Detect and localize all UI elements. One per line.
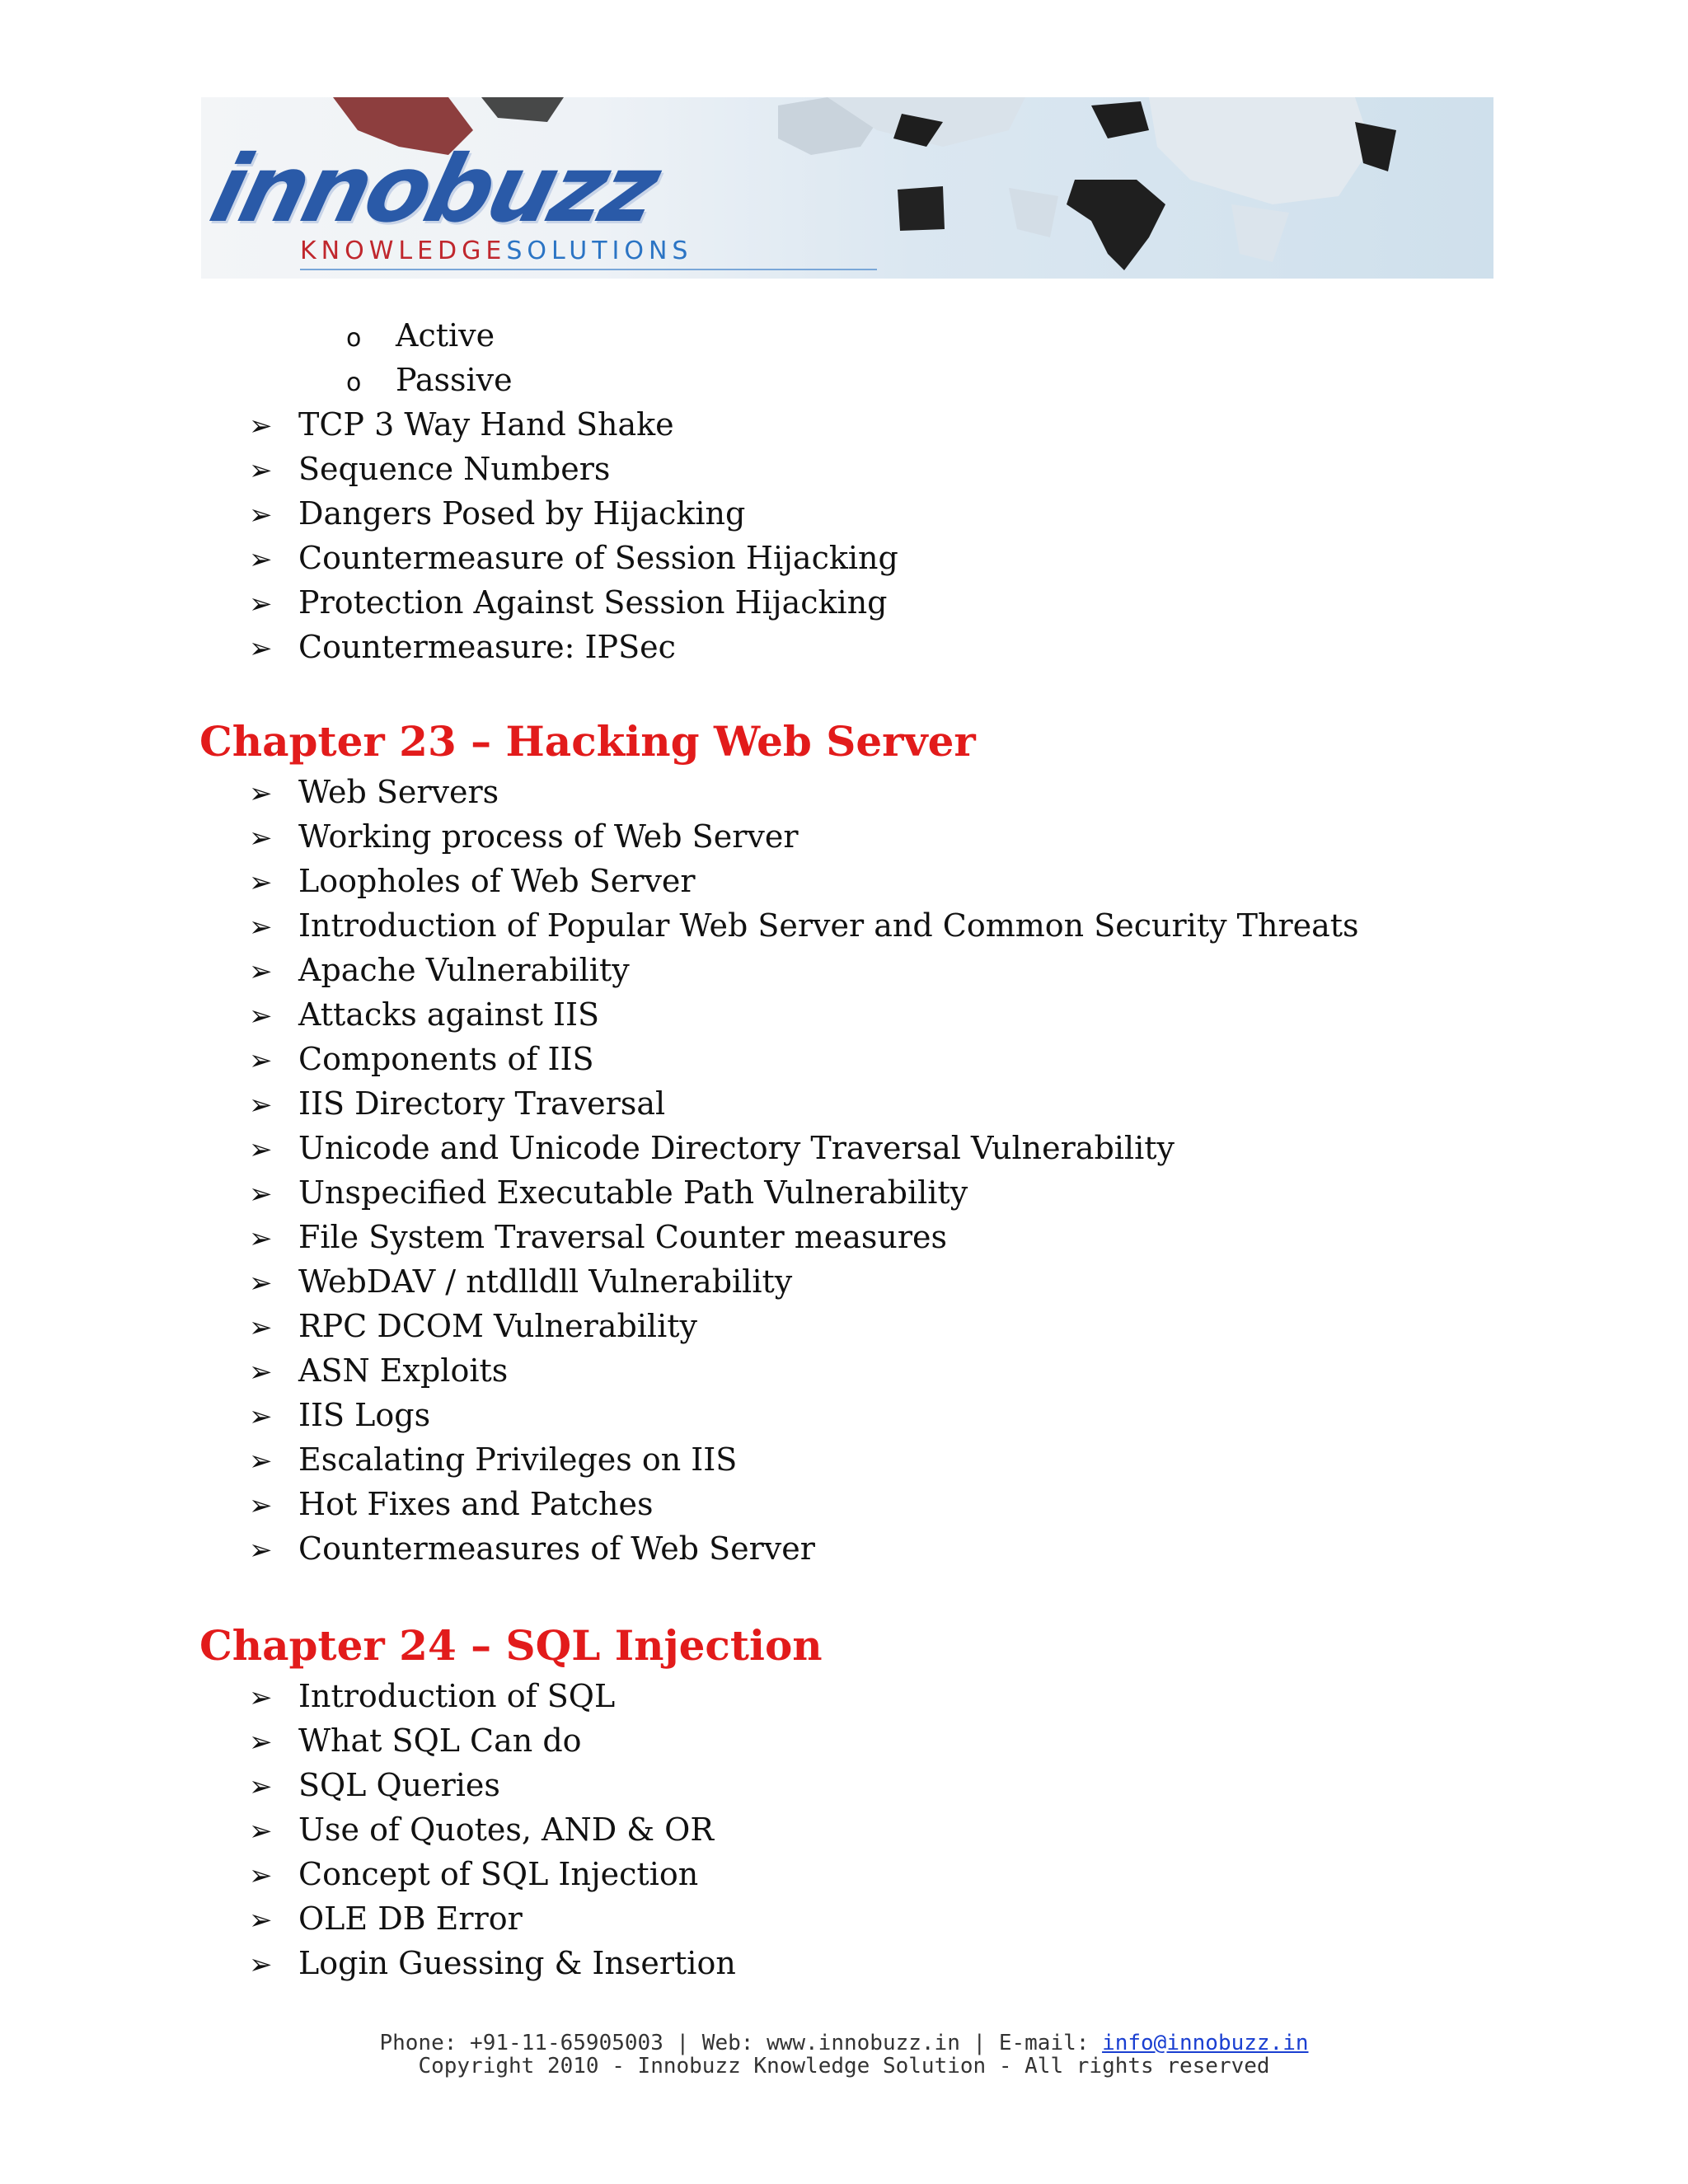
sub-list-item <box>346 313 495 361</box>
footer-contact <box>0 2032 1688 2055</box>
arrow-bullet-icon: ➢ <box>249 1948 273 1981</box>
list-item-label: Hot Fixes and Patches <box>298 1486 654 1522</box>
header-banner <box>201 97 1493 279</box>
list-item-label: IIS Directory Traversal <box>298 1085 666 1122</box>
company-logo: innobuzz <box>201 136 668 243</box>
list-item-label: What SQL Can do <box>298 1722 582 1759</box>
list-item <box>249 625 676 671</box>
list-item-label: RPC DCOM Vulnerability <box>298 1308 697 1344</box>
arrow-bullet-icon: ➢ <box>249 1400 273 1433</box>
list-item-label: Sequence Numbers <box>298 451 611 487</box>
list-item <box>249 992 599 1038</box>
list-item <box>249 1482 653 1528</box>
arrow-bullet-icon: ➢ <box>249 1681 273 1714</box>
arrow-bullet-icon: ➢ <box>249 1044 273 1077</box>
list-item-label: ASN Exploits <box>298 1352 509 1389</box>
list-item-label: WebDAV / ntdlldll Vulnerability <box>298 1263 793 1300</box>
list-item <box>249 1348 508 1394</box>
arrow-bullet-icon: ➢ <box>249 1356 273 1389</box>
arrow-bullet-icon: ➢ <box>249 454 273 487</box>
list-item-label: Login Guessing & Insertion <box>298 1945 736 1981</box>
footer-contact-text: Phone: +91-11-65905003 | Web: www.innobuzz.in | E-mail: <box>379 2031 1103 2055</box>
arrow-bullet-icon: ➢ <box>249 1089 273 1122</box>
list-item-label: Working process of Web Server <box>298 818 799 855</box>
list-item-label: Dangers Posed by Hijacking <box>298 495 746 532</box>
list-item <box>249 1215 947 1261</box>
list-item <box>249 903 1359 949</box>
arrow-bullet-icon: ➢ <box>249 499 273 532</box>
arrow-bullet-icon: ➢ <box>249 1904 273 1937</box>
arrow-bullet-icon: ➢ <box>249 1726 273 1759</box>
chapter-heading: Chapter 24 – SQL Injection <box>199 1621 823 1670</box>
list-item-label: Introduction of Popular Web Server and Common Security Threats <box>298 907 1359 944</box>
footer-copyright: Copyright 2010 - Innobuzz Knowledge Solution - All rights reserved <box>418 2054 1270 2079</box>
list-item <box>249 1170 968 1216</box>
arrow-bullet-icon: ➢ <box>249 1489 273 1522</box>
list-item-label: Countermeasure of Session Hijacking <box>298 540 898 576</box>
list-item <box>249 536 898 582</box>
list-item-label: Countermeasure: IPSec <box>298 629 676 665</box>
list-item <box>249 1941 736 1987</box>
tagline-solutions: SOLUTIONS <box>506 237 693 265</box>
arrow-bullet-icon: ➢ <box>249 1311 273 1344</box>
list-item-label: TCP 3 Way Hand Shake <box>298 406 674 443</box>
list-item <box>249 859 696 905</box>
sub-list-item <box>346 358 513 405</box>
arrow-bullet-icon: ➢ <box>249 822 273 855</box>
list-item-label: Attacks against IIS <box>298 996 600 1033</box>
circle-bullet-icon: o <box>346 368 362 397</box>
list-item-label: Introduction of SQL <box>298 1678 616 1714</box>
arrow-bullet-icon: ➢ <box>249 410 273 443</box>
list-item <box>249 447 610 493</box>
chapter-heading: Chapter 23 – Hacking Web Server <box>199 717 976 766</box>
list-item <box>249 1037 594 1083</box>
list-item-label: Protection Against Session Hijacking <box>298 584 888 621</box>
list-item-label: Web Servers <box>298 774 499 810</box>
list-item <box>249 1807 714 1854</box>
company-tagline <box>300 239 692 264</box>
list-item-label: Active <box>396 317 495 354</box>
tagline-underline <box>300 269 877 270</box>
list-item <box>249 770 499 816</box>
arrow-bullet-icon: ➢ <box>249 1815 273 1848</box>
circle-bullet-icon: o <box>346 324 362 353</box>
arrow-bullet-icon: ➢ <box>249 955 273 988</box>
list-item-label: Escalating Privileges on IIS <box>298 1441 738 1478</box>
list-item-label: Countermeasures of Web Server <box>298 1530 815 1567</box>
list-item <box>249 402 674 448</box>
list-item <box>249 580 888 626</box>
list-item-label: Unicode and Unicode Directory Traversal Vulnerability <box>298 1130 1175 1166</box>
arrow-bullet-icon: ➢ <box>249 1000 273 1033</box>
list-item <box>249 1852 698 1898</box>
arrow-bullet-icon: ➢ <box>249 866 273 899</box>
list-item <box>249 814 798 860</box>
list-item-label: OLE DB Error <box>298 1900 523 1937</box>
list-item <box>249 1896 523 1943</box>
list-item-label: File System Traversal Counter measures <box>298 1219 947 1255</box>
arrow-bullet-icon: ➢ <box>249 1178 273 1211</box>
list-item <box>249 1718 582 1765</box>
list-item <box>249 1526 815 1572</box>
list-item-label: Use of Quotes, AND & OR <box>298 1811 714 1848</box>
list-item-label: Passive <box>396 362 513 398</box>
list-item <box>249 1763 500 1809</box>
list-item <box>249 1126 1175 1172</box>
list-item <box>249 1304 697 1350</box>
arrow-bullet-icon: ➢ <box>249 911 273 944</box>
arrow-bullet-icon: ➢ <box>249 777 273 810</box>
footer-email-link[interactable]: info@innobuzz.in <box>1102 2031 1309 2055</box>
list-item <box>249 1674 615 1720</box>
tagline-knowledge: KNOWLEDGE <box>300 237 507 265</box>
list-item-label: SQL Queries <box>298 1767 500 1803</box>
arrow-bullet-icon: ➢ <box>249 543 273 576</box>
list-item <box>249 491 745 537</box>
arrow-bullet-icon: ➢ <box>249 1770 273 1803</box>
list-item <box>249 1437 737 1483</box>
list-item <box>249 1393 430 1439</box>
list-item-label: Unspecified Executable Path Vulnerability <box>298 1174 968 1211</box>
arrow-bullet-icon: ➢ <box>249 1133 273 1166</box>
list-item <box>249 948 630 994</box>
arrow-bullet-icon: ➢ <box>249 1859 273 1892</box>
arrow-bullet-icon: ➢ <box>249 1445 273 1478</box>
list-item-label: Components of IIS <box>298 1041 594 1077</box>
arrow-bullet-icon: ➢ <box>249 1222 273 1255</box>
arrow-bullet-icon: ➢ <box>249 1267 273 1300</box>
list-item-label: Loopholes of Web Server <box>298 863 696 899</box>
arrow-bullet-icon: ➢ <box>249 588 273 621</box>
list-item-label: IIS Logs <box>298 1397 431 1433</box>
list-item <box>249 1081 665 1127</box>
arrow-bullet-icon: ➢ <box>249 1534 273 1567</box>
list-item-label: Concept of SQL Injection <box>298 1856 699 1892</box>
list-item <box>249 1259 792 1305</box>
arrow-bullet-icon: ➢ <box>249 632 273 665</box>
list-item-label: Apache Vulnerability <box>298 952 630 988</box>
